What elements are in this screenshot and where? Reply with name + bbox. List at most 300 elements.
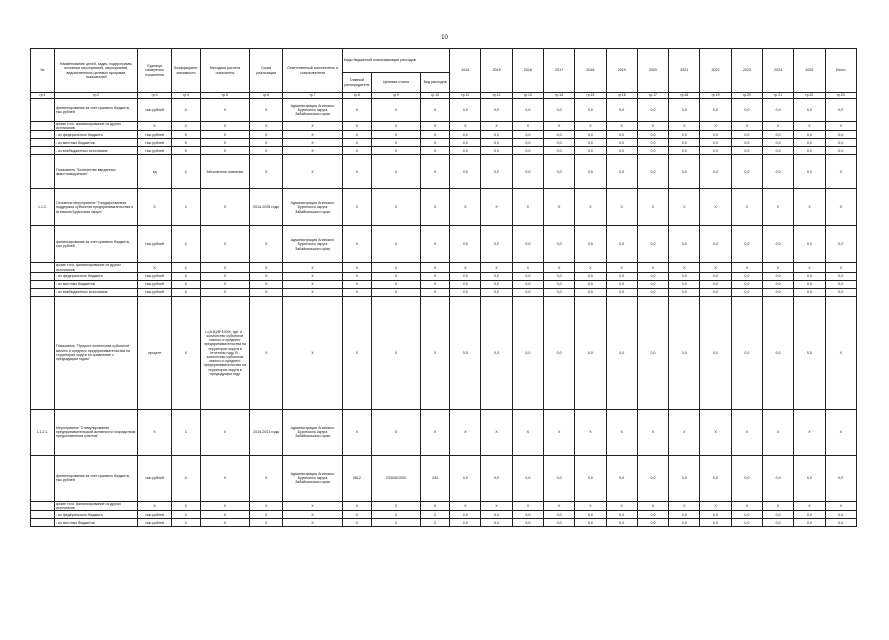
table-cell: 0,0 [794,288,825,296]
table-cell: 0,0 [481,511,512,519]
table-cell: 0,0 [450,296,481,409]
table-cell: тыс.рублей [138,272,171,280]
row-number-cell [31,501,55,510]
table-cell: Х [700,501,731,510]
table-cell: Х [606,501,637,510]
table-cell: Х [606,409,637,455]
row-name-cell: - из местных бюджетов [54,139,137,147]
table-cell: Х [342,519,371,527]
column-number-cell: гр.1 [31,93,55,99]
table-cell: 0,0 [794,226,825,263]
row-name-cell: - из федерального бюджета [54,272,137,280]
table-cell: Х [544,263,575,272]
column-number-cell: гр.21 [762,93,793,99]
column-number-cell: гр.23 [825,93,856,99]
table-cell: Х [512,409,543,455]
table-cell: Х [420,155,449,189]
column-number-cell: гр.12 [481,93,512,99]
row-number-cell [31,288,55,296]
table-cell: Х [283,147,342,155]
table-cell: 0,0 [512,511,543,519]
table-row [31,501,857,510]
table-cell: Х [420,519,449,527]
table-cell: 0,0 [762,272,793,280]
table-cell: 0,0 [794,296,825,409]
table-cell: Х [544,409,575,455]
table-cell: 0,0 [512,519,543,527]
table-cell: 0,0 [794,155,825,189]
table-cell: 0,0 [575,519,606,527]
table-cell: 0,0 [575,272,606,280]
table-cell: Х [200,226,249,263]
column-number-cell: гр.6 [249,93,282,99]
table-cell: Х [825,155,856,189]
table-row [31,131,857,139]
table-cell: 0,0 [512,139,543,147]
row-name-cell: Мероприятие "Стимулирование предпринимательской активности посредством предоставления грантов" [54,409,137,455]
table-cell: 0,0 [481,272,512,280]
table-cell: Х [171,139,200,147]
table-cell: 2330401000 [371,455,420,501]
column-number-cell: гр.18 [669,93,700,99]
table-cell: 0,0 [575,511,606,519]
table-cell: 0,0 [825,99,856,122]
table-cell: 0,0 [481,519,512,527]
table-cell: Х [637,122,668,131]
table-cell: 0,0 [575,155,606,189]
table-row [31,226,857,263]
table-cell: 0,0 [794,455,825,501]
table-cell: 0,0 [637,155,668,189]
table-cell: Х [450,189,481,226]
table-cell: Х [420,226,449,263]
row-name-cell: кроме того, финансирование из других источников [54,263,137,272]
table-cell: Х [420,99,449,122]
header-year-2025: 2025 [794,49,825,93]
table-row [31,288,857,296]
table-cell: Х [249,147,282,155]
table-cell: 0,0 [575,147,606,155]
table-cell: 0,0 [606,139,637,147]
table-cell: 0,0 [794,272,825,280]
table-cell: Х [481,263,512,272]
table-cell: 0,0 [512,131,543,139]
table-cell: Х [283,122,342,131]
column-number-cell: гр.4 [171,93,200,99]
table-cell: 0,0 [450,131,481,139]
table-cell: Х [371,131,420,139]
table-cell: Х [171,519,200,527]
table-cell: Абсолютное значение [200,155,249,189]
table-cell: Х [669,189,700,226]
header-unit: Единица измерения показателя [138,49,171,93]
table-cell: Х [450,122,481,131]
table-cell: Х [575,189,606,226]
table-cell: Х [371,519,420,527]
table-cell: тыс.рублей [138,131,171,139]
table-cell: 0,0 [669,99,700,122]
table-cell: 0,0 [700,131,731,139]
table-cell: 0,0 [669,296,700,409]
table-cell: Х [283,139,342,147]
table-cell: Х [171,296,200,409]
table-cell: тыс.рублей [138,280,171,288]
table-cell: Х [200,511,249,519]
table-cell: Х [700,409,731,455]
table-cell: Х [669,263,700,272]
row-number-cell: 1.1.2.1. [31,409,55,455]
table-cell: Х [371,296,420,409]
table-cell: Х [200,263,249,272]
table-cell: Х [481,501,512,510]
table-cell: 0,0 [731,511,762,519]
table-cell: тыс.рублей [138,511,171,519]
table-cell: 0,0 [700,147,731,155]
table-cell: Х [371,139,420,147]
table-cell: 0,0 [825,272,856,280]
table-cell: 0,0 [544,226,575,263]
table-cell: Х [420,511,449,519]
table-cell: Х [342,296,371,409]
table-cell: 0,0 [575,131,606,139]
table-row [31,519,857,527]
table-cell: 0,0 [450,155,481,189]
table-cell: Х [731,189,762,226]
table-cell: 0,0 [762,155,793,189]
table-cell: 0,0 [762,511,793,519]
table-cell: 0,0 [700,511,731,519]
table-cell: Х [200,139,249,147]
table-cell: Х [606,263,637,272]
table-cell: Х [249,455,282,501]
table-cell: 0,0 [450,99,481,122]
table-cell: 0,0 [544,296,575,409]
table-cell: 0,0 [731,131,762,139]
table-cell: Х [794,189,825,226]
table-cell: 0,0 [544,272,575,280]
table-cell: 0,0 [669,155,700,189]
table-cell: тыс.рублей [138,519,171,527]
table-cell: 0,0 [606,280,637,288]
table-cell: 0,0 [544,99,575,122]
table-cell: Х [420,122,449,131]
table-cell: тыс.рублей [138,226,171,263]
table-cell: 0,0 [606,296,637,409]
table-cell: Х [200,147,249,155]
table-cell: Х [420,280,449,288]
table-cell: 0,0 [637,147,668,155]
program-table [30,48,857,527]
header-year-2019: 2019 [606,49,637,93]
table-cell: Х [371,147,420,155]
table-cell: Х [200,99,249,122]
table-cell: Х [171,501,200,510]
table-cell: Х [171,455,200,501]
table-cell: 0,0 [575,288,606,296]
header-target-article: Целевая статья [371,73,420,93]
header-year-2023: 2023 [731,49,762,93]
table-cell: 0,0 [450,288,481,296]
table-cell: Х [575,501,606,510]
column-number-cell: гр.13 [512,93,543,99]
table-cell: Х [371,189,420,226]
header-expense-type: Вид расходов [420,73,449,93]
table-cell: Х [794,263,825,272]
table-cell: 0,0 [794,139,825,147]
header-terms: Сроки реализации [249,49,282,93]
table-cell: 0,0 [481,455,512,501]
table-cell: 0,0 [512,296,543,409]
table-cell: Х [342,272,371,280]
table-cell: 0,0 [669,131,700,139]
header-year-2024: 2024 [762,49,793,93]
header-year-2017: 2017 [544,49,575,93]
table-cell: 0,0 [637,296,668,409]
table-cell: 0,0 [762,147,793,155]
table-cell: 0,0 [512,155,543,189]
table-cell: Х [200,131,249,139]
table-cell: 2014-2021 годы [249,409,282,455]
table-cell: I=(А-В)/В*100%, где: А - количество субъектов малого и среднего предпринимательства на территории округа в отчетном году, В - количество субъектов малого и среднего предпринимательства на территории округа в предыдущем году [200,296,249,409]
table-cell: Х [420,288,449,296]
table-cell: 1 [171,189,200,226]
table-cell: Х [794,409,825,455]
table-cell: Х [200,455,249,501]
table-cell: 0,0 [575,455,606,501]
table-row [31,139,857,147]
header-method: Методика расчета показателя [200,49,249,93]
table-row [31,272,857,280]
table-cell: Х [825,296,856,409]
header-total: Итого [825,49,856,93]
table-cell: Х [283,263,342,272]
row-name-cell: Показатель "Количество введенных животноводческих" [54,155,137,189]
table-cell: 0,0 [637,288,668,296]
table-cell: 0,0 [606,511,637,519]
table-cell: 0,0 [669,511,700,519]
row-name-cell: - из местных бюджетов [54,519,137,527]
table-cell: Х [575,263,606,272]
table-cell: Х [200,288,249,296]
table-cell: 0,0 [700,272,731,280]
table-row [31,99,857,122]
table-cell: Х [342,501,371,510]
table-cell: 0,0 [731,139,762,147]
table-cell: тыс.рублей [138,99,171,122]
table-row [31,409,857,455]
column-number-cell: гр.2 [54,93,137,99]
table-cell: 0,0 [794,147,825,155]
column-number-cell: гр.16 [606,93,637,99]
table-cell: Х [171,147,200,155]
table-cell: 0,0 [481,99,512,122]
column-number-cell: гр.15 [575,93,606,99]
table-cell: Х [283,280,342,288]
table-cell: 0,0 [637,226,668,263]
table-cell: 0,0 [481,226,512,263]
table-cell: Х [544,189,575,226]
table-cell: 0,0 [481,155,512,189]
table-cell: 0,0 [481,131,512,139]
table-cell: Х [342,409,371,455]
table-cell: 0,0 [544,139,575,147]
table-cell: 0,0 [669,226,700,263]
table-cell: 0,0 [731,280,762,288]
table-cell: Х [342,288,371,296]
table-cell: 0,0 [544,455,575,501]
table-cell: 0,0 [700,519,731,527]
table-cell: Х [283,155,342,189]
table-row [31,280,857,288]
table-cell: Х [249,139,282,147]
table-cell: 0,0 [450,147,481,155]
table-cell: 0,0 [731,296,762,409]
header-year-2016: 2016 [512,49,543,93]
table-cell: 0,0 [544,288,575,296]
table-cell: 0,0 [544,131,575,139]
table-cell: Х [371,263,420,272]
table-cell: Х [420,147,449,155]
table-cell: 0,0 [731,226,762,263]
column-number-cell: гр.7 [283,93,342,99]
table-cell: 0,0 [575,226,606,263]
table-cell: Х [342,139,371,147]
table-cell: Администрация Агинского Бурятского округа Забайкальского края [283,409,342,455]
table-cell: Х [420,296,449,409]
row-number-cell [31,455,55,501]
table-cell: 0,0 [762,139,793,147]
table-cell: Х [371,501,420,510]
table-cell: Х [283,511,342,519]
table-cell: Х [249,519,282,527]
row-number-cell [31,272,55,280]
column-number-cell: гр.8 [342,93,371,99]
row-name-cell: Показатель "Прирост количества субъектов малого и среднего предпринимательства на территории округа по сравнению с предыдущим годом" [54,296,137,409]
page-number: 10 [441,35,448,41]
table-cell: Х [512,189,543,226]
table-cell: 0,0 [450,226,481,263]
table-cell: 0,0 [731,99,762,122]
table-cell: 0,0 [794,99,825,122]
table-cell: Х [700,263,731,272]
row-number-cell [31,147,55,155]
table-cell: Х [171,511,200,519]
table-cell: 0,0 [512,147,543,155]
table-cell: Х [371,280,420,288]
table-cell: 0,0 [762,280,793,288]
table-cell: 0,0 [450,519,481,527]
table-cell: Х [171,272,200,280]
table-cell: 0,0 [700,139,731,147]
header-no: № [31,49,55,93]
table-cell: 0,0 [669,519,700,527]
table-cell: 0,0 [762,99,793,122]
table-cell: 0,0 [606,272,637,280]
table-cell: Х [700,122,731,131]
table-cell: 0,0 [762,131,793,139]
table-cell: Х [249,511,282,519]
header-budget-codes: Коды бюджетной классификации расходов [342,49,449,73]
table-cell: Х [249,288,282,296]
table-cell: Х [342,263,371,272]
table-cell: 0,0 [762,519,793,527]
table-cell: Х [450,501,481,510]
table-cell: Х [700,189,731,226]
table-cell: Х [637,189,668,226]
table-cell: 0,0 [481,296,512,409]
column-number-cell: гр.11 [450,93,481,99]
table-cell: Х [249,226,282,263]
table-cell: Х [171,99,200,122]
row-number-cell [31,263,55,272]
table-cell: 0,0 [762,288,793,296]
table-cell: 0,0 [762,226,793,263]
table-cell: 0,0 [700,226,731,263]
table-cell: 244 [420,455,449,501]
column-number-cell: гр.19 [700,93,731,99]
table-cell: тыс.рублей [138,147,171,155]
table-cell: Х [731,501,762,510]
table-cell: 0,0 [544,155,575,189]
table-cell: Х [606,122,637,131]
table-cell: 0,0 [669,288,700,296]
table-cell: 0,0 [606,519,637,527]
table-cell: Х [731,122,762,131]
table-cell: 0,0 [825,280,856,288]
table-cell: Х [171,263,200,272]
column-number-cell: гр.10 [420,93,449,99]
row-name-cell: - из внебюджетных источников [54,147,137,155]
table-cell: 0,0 [512,288,543,296]
table-cell: Х [825,122,856,131]
table-cell: 0,0 [669,280,700,288]
table-cell: Х [420,131,449,139]
table-cell: Х [762,409,793,455]
table-cell: 0,0 [606,155,637,189]
table-cell: Х [171,122,200,131]
table-cell: Х [283,272,342,280]
table-cell: 0,0 [794,519,825,527]
table-cell: Х [171,131,200,139]
table-cell: Х [138,263,171,272]
table-cell: 0,0 [606,131,637,139]
table-cell: Х [731,409,762,455]
table-cell: Х [450,409,481,455]
table-cell: Х [342,99,371,122]
row-name-cell: финансирование за счет краевого бюджета, тыс.рублей [54,455,137,501]
table-cell: 0,0 [544,147,575,155]
table-cell: Администрация Агинского Бурятского округа Забайкальского края [283,189,342,226]
table-cell: 0,0 [512,455,543,501]
table-cell: Х [283,288,342,296]
table-cell: Х [420,272,449,280]
table-row [31,263,857,272]
table-cell: Х [342,122,371,131]
table-cell: 0,0 [450,280,481,288]
table-row [31,189,857,226]
table-cell: Х [825,189,856,226]
table-cell: Х [371,409,420,455]
table-cell: 0,0 [481,280,512,288]
table-cell: 0,0 [637,519,668,527]
column-number-cell: гр.17 [637,93,668,99]
table-cell: 0,0 [637,272,668,280]
table-cell: 0,0 [575,280,606,288]
row-number-cell [31,226,55,263]
table-cell: 0,0 [825,226,856,263]
table-cell: Х [420,501,449,510]
header-executor: Ответственный исполнитель и соисполнители [283,49,342,93]
